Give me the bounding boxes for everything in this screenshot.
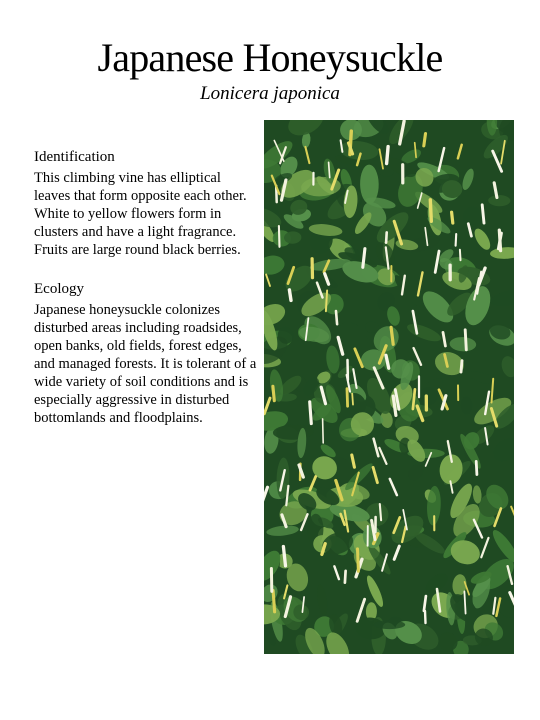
page-title: Japanese Honeysuckle	[97, 35, 443, 80]
flower	[345, 571, 346, 583]
flower	[465, 330, 466, 350]
flower	[273, 386, 274, 400]
flower	[329, 162, 330, 177]
flower	[347, 389, 348, 407]
flower	[289, 290, 291, 301]
flower	[323, 419, 324, 443]
flower	[476, 461, 477, 474]
scientific-name: Lonicera japonica	[200, 83, 340, 104]
flower	[336, 311, 337, 324]
flower	[499, 230, 500, 251]
flower	[387, 147, 389, 164]
flower	[310, 402, 312, 424]
flower	[358, 549, 359, 571]
identification-heading: Identification	[34, 149, 115, 165]
flower	[456, 234, 457, 246]
ecology-text: Japanese honeysuckle colonizes disturbed areas including roadsides, open banks, old fields, forest edges, and managed forests. It is tolerant of a wide variety of soil conditions and is especially aggressive in disturbed bottomlands and floodplains.	[34, 302, 257, 426]
honeysuckle-illustration	[264, 120, 514, 654]
flower	[461, 361, 462, 372]
description-column	[34, 148, 260, 427]
identification-text: This climbing vine has elliptical leaves that form opposite each other. White to yellow flowers form in clusters and have a light fragrance. Fruits are large round black berries.	[34, 170, 247, 258]
flower	[363, 249, 365, 268]
leaf	[374, 620, 406, 629]
flower	[326, 291, 327, 312]
flower	[352, 394, 353, 405]
flower	[279, 226, 280, 247]
flower	[424, 134, 426, 146]
flower	[482, 205, 484, 223]
flower	[460, 250, 461, 261]
ecology-heading: Ecology	[34, 281, 84, 297]
flower	[425, 611, 426, 623]
flower	[464, 591, 465, 613]
flower	[430, 200, 431, 222]
flower	[391, 327, 393, 344]
flower	[386, 232, 387, 242]
flower	[380, 504, 381, 520]
flower	[452, 212, 453, 223]
honeysuckle-photo	[264, 120, 514, 654]
flower	[273, 591, 275, 612]
flower	[283, 547, 285, 566]
